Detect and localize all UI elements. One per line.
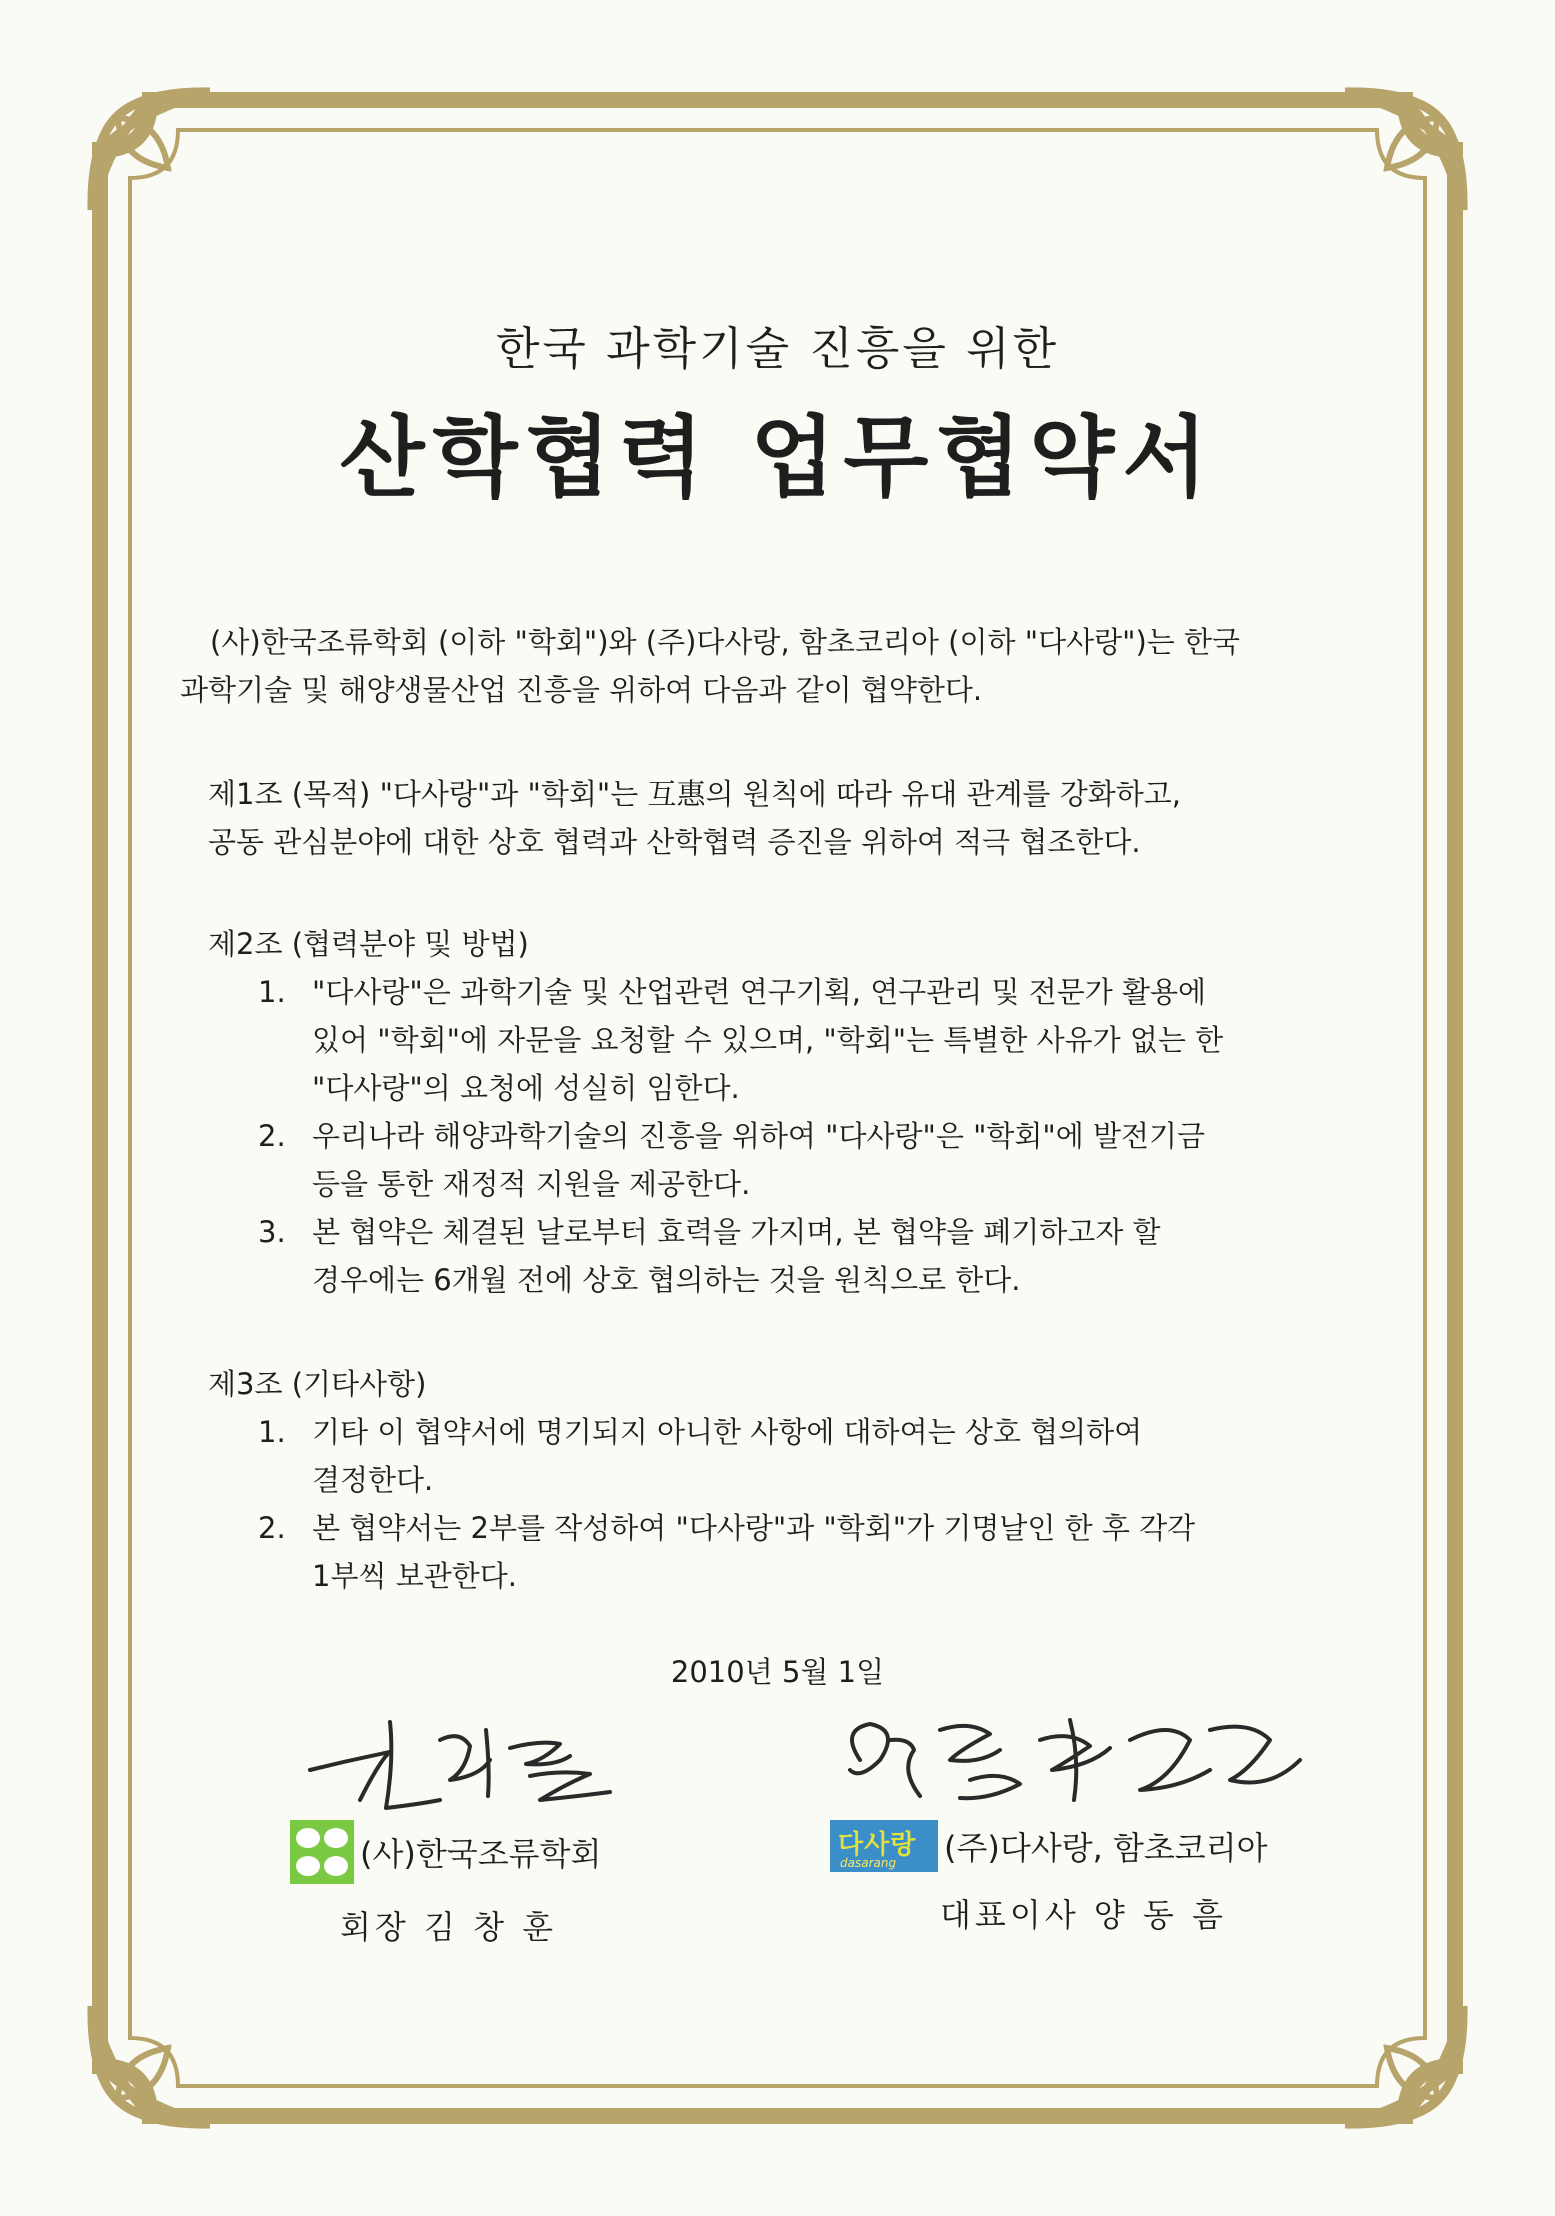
agreement-date: 2010년 5월 1일: [670, 1655, 885, 1689]
item-number: 2.: [258, 1511, 286, 1545]
article-2: [208, 920, 1408, 1304]
article-1: [208, 770, 1408, 866]
document-title: 산학협력 업무협약서: [339, 406, 1216, 509]
dasarang-logo-text: 다사랑: [838, 1830, 917, 1860]
article-3: [208, 1360, 1408, 1600]
corner-ornament-bottom-left: [92, 2006, 210, 2124]
intro-paragraph: [180, 618, 1380, 714]
dasarang-logo-subtext: dasarang: [840, 1856, 897, 1870]
item-line: 1부씩 보관한다.: [312, 1559, 517, 1593]
article-2-item-2: [208, 1112, 1408, 1208]
signature-left: [290, 1700, 650, 1820]
society-logo: [290, 1820, 354, 1884]
item-line: 있어 "학회"에 자문을 요청할 수 있으며, "학회"는 특별한 사유가 없는 한: [312, 1023, 1224, 1057]
article-2-heading: 제2조 (협력분야 및 방법): [208, 927, 529, 961]
dasarang-logo: [830, 1820, 938, 1872]
corner-ornament-bottom-right: [1345, 2006, 1463, 2124]
item-line: 본 협약서는 2부를 작성하여 "다사랑"과 "학회"가 기명날인 한 후 각각: [312, 1511, 1196, 1545]
item-line: 기타 이 협약서에 명기되지 아니한 사항에 대하여는 상호 협의하여: [312, 1415, 1143, 1449]
corner-ornament-top-left: [92, 92, 210, 210]
article-2-item-1: [208, 968, 1408, 1112]
item-number: 1.: [258, 1415, 286, 1449]
article-1-line-2: 공동 관심분야에 대한 상호 협력과 산학협력 증진을 위하여 적극 협조한다.: [208, 825, 1141, 859]
signatory-right: [830, 1700, 1350, 1936]
intro-line-1: (사)한국조류학회 (이하 "학회")와 (주)다사랑, 함초코리아 (이하 "다사랑")는 한국: [210, 625, 1241, 659]
article-3-item-2: [208, 1504, 1408, 1600]
item-line: 우리나라 해양과학기술의 진흥을 위하여 "다사랑"은 "학회"에 발전기금: [312, 1119, 1206, 1153]
item-number: 3.: [258, 1215, 286, 1249]
item-line: "다사랑"의 요청에 성실히 임한다.: [312, 1071, 740, 1105]
document-subtitle: 한국 과학기술 진흥을 위한: [495, 322, 1060, 375]
org-row-left: [290, 1820, 710, 1884]
org-row-right: [830, 1820, 1350, 1872]
item-line: 본 협약은 체결된 날로부터 효력을 가지며, 본 협약을 폐기하고자 할: [312, 1215, 1161, 1249]
article-2-item-3: [208, 1208, 1408, 1304]
person-right: 대표이사 양 동 흠: [940, 1896, 1227, 1934]
item-number: 1.: [258, 975, 286, 1009]
signatory-left: [290, 1700, 710, 1948]
item-number: 2.: [258, 1119, 286, 1153]
corner-ornament-top-right: [1345, 92, 1463, 210]
article-3-heading: 제3조 (기타사항): [208, 1367, 427, 1401]
signature-right: [830, 1700, 1330, 1820]
item-line: 등을 통한 재정적 지원을 제공한다.: [312, 1167, 751, 1201]
org-name-right: (주)다사랑, 함초코리아: [944, 1829, 1268, 1867]
article-1-line-1: 제1조 (목적) "다사랑"과 "학회"는 互惠의 원칙에 따라 유대 관계를 강화하고,: [208, 777, 1181, 811]
item-line: "다사랑"은 과학기술 및 산업관련 연구기획, 연구관리 및 전문가 활용에: [312, 975, 1207, 1009]
person-left: 회장 김 창 훈: [340, 1908, 558, 1946]
item-line: 경우에는 6개월 전에 상호 협의하는 것을 원칙으로 한다.: [312, 1263, 1021, 1297]
item-line: 결정한다.: [312, 1463, 434, 1497]
article-3-item-1: [208, 1408, 1408, 1504]
org-name-left: (사)한국조류학회: [360, 1835, 602, 1873]
intro-line-2: 과학기술 및 해양생물산업 진흥을 위하여 다음과 같이 협약한다.: [180, 673, 983, 707]
